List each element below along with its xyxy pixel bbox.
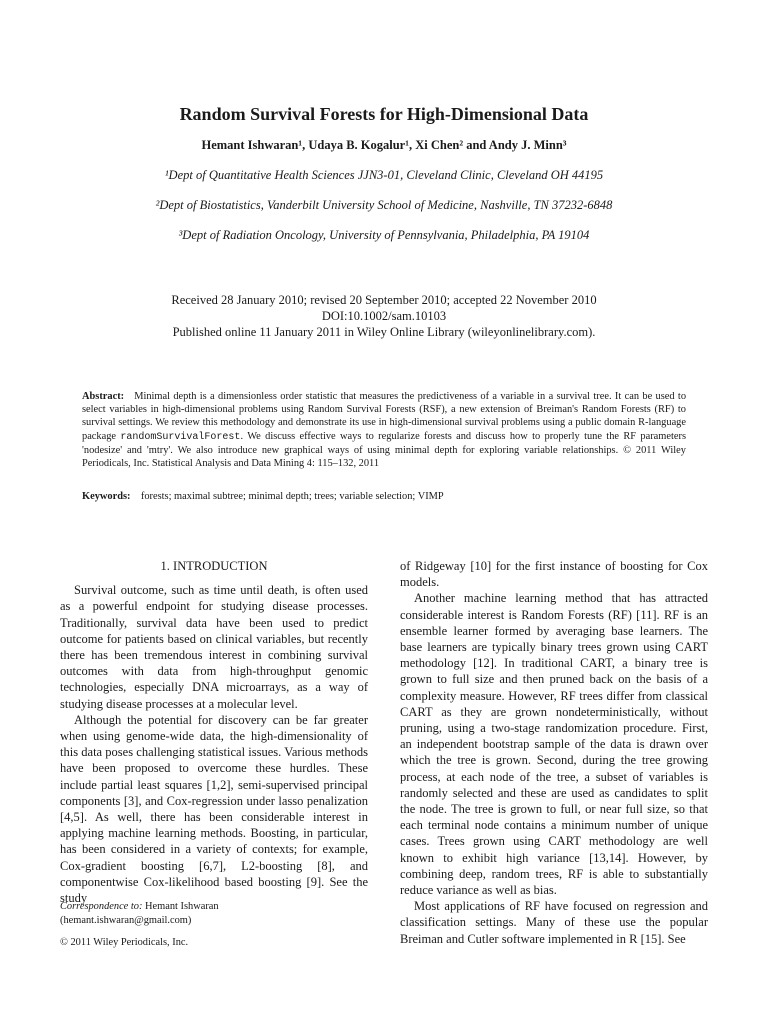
right-column [400, 558, 708, 947]
abstract-text-b: . We discuss effective ways to regularize forests and discuss how to properly tune the RF parameters 'nodesize' and 'mtry'. We also introduce new graphical ways of using minimal depth for exploring variable relationships. © 2011 Wiley Periodicals, Inc. Statistical Analysis and Data Mining 4: 115–132, 2011 [82, 430, 686, 470]
keywords-label: Keywords: [82, 491, 131, 502]
published-line: Published online 11 January 2011 in Wiley Online Library (wileyonlinelibrary.com). [172, 325, 596, 339]
section-heading: 1. INTRODUCTION [160, 559, 268, 573]
paragraph-continued: of Ridgeway [10] for the first instance of boosting for Cox models. [400, 559, 708, 590]
affiliation-2: ²Dept of Biostatistics, Vanderbilt University School of Medicine, Nashville, TN 37232-6848 [155, 198, 613, 212]
paragraph: Most applications of RF have focused on regression and classification settings. Many of these use the popular Breiman and Cutler software implemented in R [15]. See [400, 899, 708, 946]
paragraph: Survival outcome, such as time until death, is often used as a powerful endpoint for studying disease processes. Traditionally, survival data have been used to predict outcome for patients based on clinical variables, but recently there has been tremendous interest in combining survival outcomes with data from high-throughput genomic technologies, especially DNA microarrays, as a way of studying disease processes at a molecular level. [60, 583, 368, 711]
correspondence-label: Correspondence to: [60, 901, 143, 912]
publication-dates [0, 292, 768, 340]
keywords [82, 491, 444, 502]
left-column [60, 558, 368, 906]
author-list: Hemant Ishwaran¹, Udaya B. Kogalur¹, Xi Chen² and Andy J. Minn³ [201, 138, 567, 152]
paper-title: Random Survival Forests for High-Dimensional Data [179, 104, 589, 124]
affiliation-3: ³Dept of Radiation Oncology, University of Pennsylvania, Philadelphia, PA 19104 [178, 228, 590, 242]
package-name: randomSurvivalForest [120, 431, 241, 443]
affiliation-1: ¹Dept of Quantitative Health Sciences JJN3-01, Cleveland Clinic, Cleveland OH 44195 [164, 168, 604, 182]
abstract [82, 390, 686, 470]
abstract-label: Abstract: [82, 391, 125, 402]
keywords-text: forests; maximal subtree; minimal depth; trees; variable selection; VIMP [140, 491, 444, 502]
correspondence-name: Hemant Ishwaran [145, 901, 219, 912]
correspondence-email: (hemant.ishwaran@gmail.com) [60, 915, 192, 926]
correspondence-note [60, 900, 219, 928]
copyright: © 2011 Wiley Periodicals, Inc. [60, 937, 189, 948]
paragraph: Another machine learning method that has attracted considerable interest is Random Forests (RF) [11]. RF is an ensemble learner formed by averaging base learners. The base learners are typically binary trees grown using CART methodology [12]. In traditional CART, a binary tree is grown to full size and then pruned back on the basis of a complexity measure. However, RF trees differ from classical CART as they are grown nondeterministically, without pruning, using a two-stage randomization procedure. First, an independent bootstrap sample of the data is drawn over which the tree is grown. Second, during the tree growing process, at each node of the tree, a subset of variables is randomly selected and these are used as candidates to split the node. The tree is grown to full, or near full size, so that each terminal node contains a minimum number of unique cases. Trees grown using CART methodology are well known to exhibit high variance [13,14]. However, by combining deep, random trees, RF is able to substantially reduce variance as well as bias. [400, 591, 708, 898]
received-line: Received 28 January 2010; revised 20 September 2010; accepted 22 November 2010 [171, 293, 597, 307]
paragraph: Although the potential for discovery can be far greater when using genome-wide data, the high-dimensionality of this data poses challenging statistical issues. Various methods have been proposed to overcome these hurdles. These include partial least squares [1,2], semi-supervised principal components [3], and Cox-regression under lasso penalization [4,5]. As well, there has been considerable interest in applying machine learning methods. Boosting, in particular, has been considered in a variety of contexts; for example, Cox-gradient boosting [6,7], L2-boosting [8], and componentwise Cox-likelihood based boosting [9]. See the study [60, 712, 368, 906]
abstract-text-a: Minimal depth is a dimensionless order statistic that measures the predictiveness of a variable in a survival tree. It can be used to select variables in high-dimensional problems using Random Survival Forests (RSF), a new extension of Breiman's Random Forests (RF) to survival settings. We review this methodology and demonstrate its use in high-dimensional survival problems using a public domain R-language package [82, 391, 687, 442]
doi-line: DOI:10.1002/sam.10103 [321, 309, 447, 323]
